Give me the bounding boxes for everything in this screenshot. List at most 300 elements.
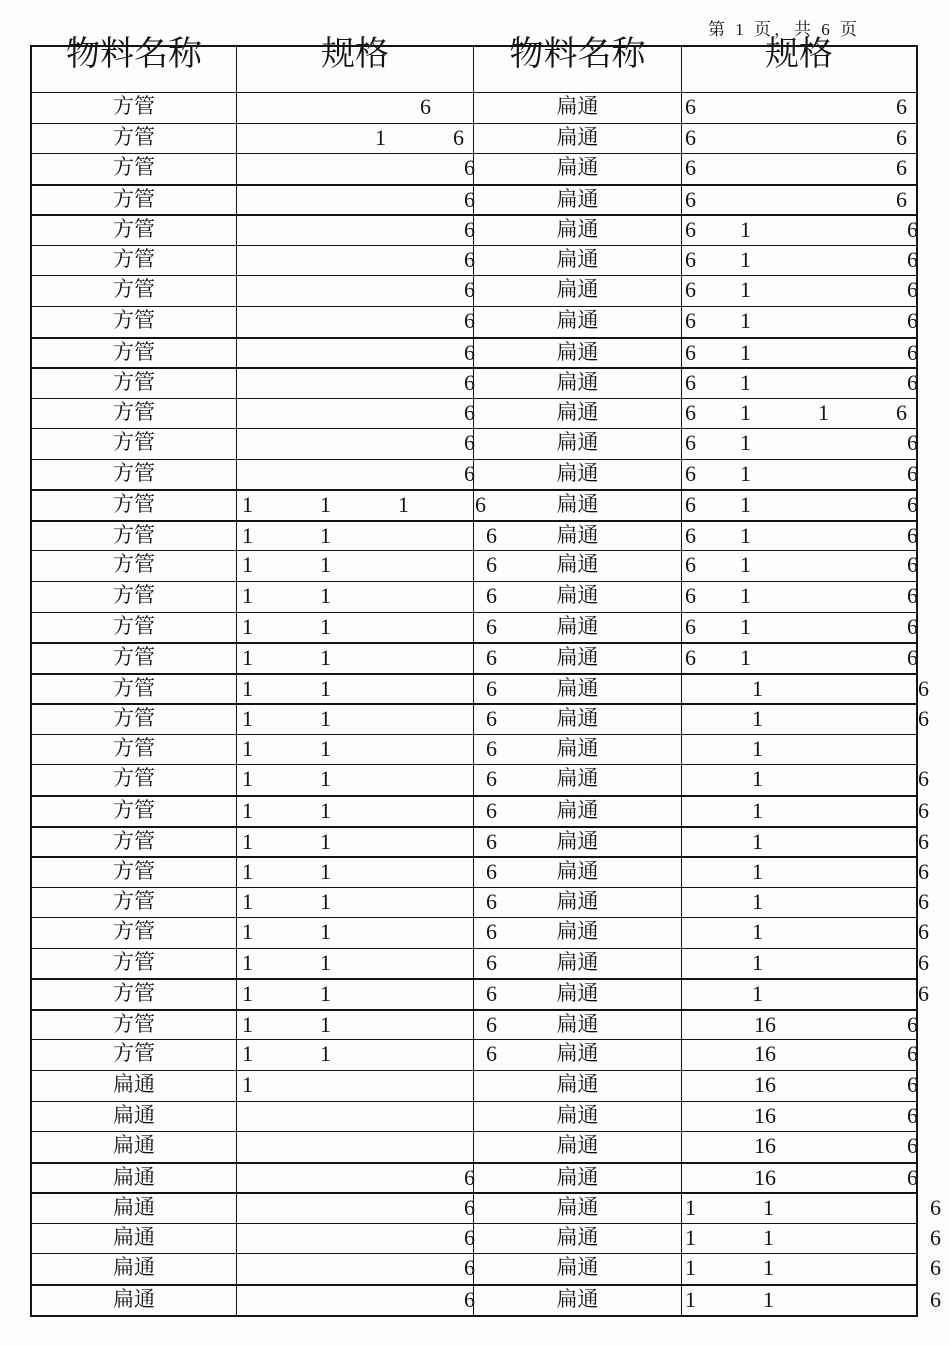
spec-cell	[237, 276, 474, 306]
spec-value: 1	[398, 492, 409, 518]
spec-cell	[682, 216, 916, 245]
header-cell-material-name-right	[474, 36, 682, 92]
spec-cell	[237, 339, 474, 368]
spec-cell	[682, 949, 929, 979]
spec-cell	[237, 1132, 474, 1162]
spec-value: 6	[930, 1195, 941, 1221]
material-name-cell: 扁通	[474, 1040, 682, 1070]
page-counter: 第 1 页，共 6 页	[708, 20, 860, 39]
spec-value: 6	[685, 155, 696, 181]
spec-value: 6	[907, 522, 918, 548]
material-name-cell: 扁通	[32, 1164, 237, 1193]
spec-value: 1	[752, 706, 763, 732]
header-cell-material-name-left	[32, 36, 237, 92]
spec-value: 16	[754, 1072, 776, 1097]
spec-cell	[682, 369, 916, 398]
spec-value: 1	[740, 492, 751, 518]
spec-value: 6	[486, 613, 497, 639]
material-name-cell: 扁通	[474, 705, 682, 734]
spec-value: 1	[242, 1011, 253, 1037]
spec-value: 1	[375, 124, 386, 150]
table-row	[32, 550, 916, 581]
spec-cell	[237, 705, 497, 734]
table-row	[32, 703, 929, 734]
spec-value: 1	[752, 735, 763, 761]
spec-value: 1	[752, 828, 763, 854]
spec-cell	[237, 1224, 474, 1254]
spec-value: 6	[918, 859, 929, 885]
spec-cell	[682, 1164, 916, 1193]
spec-value: 1	[320, 706, 331, 732]
spec-value: 1	[740, 339, 751, 365]
spec-value: 16	[754, 1011, 776, 1037]
spec-value: 1	[740, 399, 751, 425]
spec-cell	[682, 551, 916, 581]
material-name-cell: 方管	[32, 675, 237, 704]
table-row	[32, 123, 916, 154]
spec-cell	[682, 735, 916, 765]
material-name-cell: 扁通	[474, 888, 682, 918]
material-name-cell: 扁通	[474, 765, 682, 795]
spec-value: 6	[486, 766, 497, 792]
spec-value: 6	[685, 583, 696, 608]
spec-value: 6	[464, 1164, 475, 1190]
spec-value: 6	[486, 949, 497, 975]
spec-cell	[237, 93, 474, 123]
spec-cell	[237, 186, 474, 215]
table-row	[32, 948, 929, 979]
spec-value: 1	[242, 492, 253, 518]
spec-cell	[237, 582, 497, 612]
spec-value: 1	[320, 949, 331, 975]
material-name-cell: 方管	[32, 429, 237, 459]
spec-value: 6	[486, 645, 497, 671]
spec-cell	[682, 460, 916, 490]
material-name-cell: 方管	[32, 307, 237, 337]
spec-value: 6	[918, 828, 929, 854]
material-name-cell: 扁通	[474, 644, 682, 673]
spec-cell	[237, 765, 497, 795]
material-name-cell: 方管	[32, 735, 237, 765]
material-name-cell: 扁通	[474, 124, 682, 154]
table-row	[32, 1162, 916, 1193]
material-name-cell: 方管	[32, 399, 237, 429]
spec-value: 1	[763, 1255, 774, 1281]
spec-value: 6	[464, 370, 475, 396]
spec-value: 1	[320, 766, 331, 792]
spec-cell	[237, 644, 497, 673]
table-row	[32, 826, 929, 857]
table-row	[32, 581, 916, 612]
spec-value: 6	[486, 828, 497, 854]
spec-value: 1	[242, 888, 253, 914]
spec-value: 6	[486, 1041, 497, 1067]
spec-value: 1	[685, 1255, 696, 1281]
spec-value: 6	[486, 706, 497, 732]
spec-value: 1	[242, 706, 253, 732]
table-row	[32, 856, 929, 887]
spec-value: 6	[907, 460, 918, 486]
spec-value: 1	[242, 766, 253, 792]
material-name-cell: 方管	[32, 246, 237, 276]
spec-value: 1	[763, 1286, 774, 1312]
spec-cell	[237, 1071, 474, 1101]
spec-cell	[682, 1071, 916, 1101]
material-name-cell: 方管	[32, 551, 237, 581]
spec-value: 1	[763, 1224, 774, 1250]
table-row	[32, 92, 916, 123]
spec-cell	[237, 888, 497, 918]
spec-cell	[237, 675, 497, 704]
spec-value: 6	[896, 124, 907, 150]
spec-cell	[237, 1102, 474, 1132]
spec-cell	[682, 675, 929, 704]
material-name-cell: 方管	[32, 154, 237, 184]
spec-value: 1	[320, 492, 331, 518]
spec-value: 6	[486, 859, 497, 885]
spec-cell	[237, 1254, 474, 1284]
spec-value: 1	[752, 797, 763, 823]
spec-value: 1	[752, 766, 763, 792]
spec-cell	[682, 828, 929, 857]
table-row	[32, 1070, 916, 1101]
header-label: 物料名称	[509, 36, 646, 73]
spec-value: 1	[763, 1195, 774, 1221]
spec-value: 6	[907, 645, 918, 671]
spec-value: 6	[453, 124, 464, 150]
table-row	[32, 214, 916, 245]
spec-value: 1	[242, 859, 253, 885]
spec-cell	[682, 522, 916, 551]
spec-value: 6	[486, 919, 497, 945]
spec-value: 6	[486, 797, 497, 823]
material-name-cell: 扁通	[474, 369, 682, 398]
material-name-cell: 方管	[32, 918, 237, 948]
material-name-cell: 扁通	[474, 1164, 682, 1193]
material-name-cell: 方管	[32, 216, 237, 245]
spec-value: 1	[752, 949, 763, 975]
spec-value: 1	[752, 675, 763, 701]
material-name-cell: 扁通	[474, 1011, 682, 1040]
spec-value: 6	[685, 307, 696, 333]
spec-value: 6	[685, 246, 696, 272]
spec-value: 6	[907, 492, 918, 518]
material-name-cell: 扁通	[474, 154, 682, 184]
material-name-cell: 扁通	[474, 828, 682, 857]
material-name-cell: 方管	[32, 186, 237, 215]
spec-value: 6	[685, 522, 696, 548]
spec-value: 6	[464, 1195, 475, 1221]
table-row	[32, 1039, 916, 1070]
spec-cell	[237, 828, 497, 857]
material-name-cell: 方管	[32, 93, 237, 123]
spec-value: 1	[320, 522, 331, 548]
material-name-cell: 扁通	[474, 276, 682, 306]
material-name-cell: 扁通	[474, 1071, 682, 1101]
spec-cell	[682, 888, 929, 918]
spec-value: 6	[685, 399, 696, 425]
material-name-cell: 扁通	[32, 1254, 237, 1284]
table-row	[32, 1223, 941, 1254]
spec-cell	[682, 124, 916, 154]
material-name-cell: 扁通	[474, 186, 682, 215]
spec-value: 6	[486, 1011, 497, 1037]
spec-value: 1	[320, 888, 331, 914]
spec-cell	[237, 429, 474, 459]
spec-cell	[682, 765, 929, 795]
spec-value: 1	[242, 613, 253, 639]
spec-value: 1	[740, 460, 751, 486]
material-name-cell: 扁通	[474, 551, 682, 581]
material-name-cell: 方管	[32, 276, 237, 306]
spec-value: 6	[685, 460, 696, 486]
spec-value: 6	[907, 552, 918, 578]
material-name-cell: 扁通	[474, 735, 682, 765]
spec-value: 16	[754, 1102, 776, 1128]
spec-value: 6	[907, 1133, 918, 1159]
material-name-cell: 扁通	[32, 1286, 237, 1315]
table-row	[32, 1192, 941, 1223]
spec-value: 6	[896, 186, 907, 212]
spec-cell	[237, 858, 497, 887]
spec-value: 6	[918, 919, 929, 945]
table-row	[32, 245, 916, 276]
spec-value: 1	[320, 981, 331, 1007]
spec-value: 1	[740, 583, 751, 608]
material-name-cell: 扁通	[474, 491, 682, 520]
table-row	[32, 795, 929, 826]
table-row	[32, 917, 929, 948]
spec-cell	[682, 1224, 941, 1254]
table-row	[32, 520, 916, 551]
spec-value: 6	[907, 277, 918, 303]
spec-value: 1	[320, 613, 331, 639]
spec-cell	[682, 1040, 916, 1070]
material-name-cell: 方管	[32, 491, 237, 520]
spec-value: 6	[907, 583, 918, 608]
spec-cell	[237, 154, 474, 184]
material-name-cell: 扁通	[32, 1194, 237, 1223]
spec-cell	[237, 246, 474, 276]
material-name-cell: 方管	[32, 797, 237, 826]
spec-value: 6	[475, 492, 486, 518]
spec-value: 6	[685, 492, 696, 518]
spec-value: 6	[464, 1255, 475, 1281]
spec-cell	[682, 307, 916, 337]
material-name-cell: 扁通	[474, 1224, 682, 1254]
spec-value: 6	[907, 1164, 918, 1190]
spec-cell	[237, 797, 497, 826]
spec-value: 6	[896, 399, 907, 425]
header-label: 物料名称	[66, 36, 202, 73]
spec-value: 1	[740, 246, 751, 272]
spec-cell	[682, 1194, 941, 1223]
spec-value: 1	[320, 675, 331, 701]
spec-cell	[237, 613, 497, 643]
material-name-cell: 扁通	[474, 582, 682, 612]
material-name-cell: 方管	[32, 339, 237, 368]
material-name-cell: 方管	[32, 124, 237, 154]
spec-value: 1	[818, 399, 829, 425]
spec-cell	[682, 154, 916, 184]
material-name-cell: 扁通	[474, 246, 682, 276]
table-row	[32, 1284, 941, 1315]
table-row	[32, 489, 916, 520]
spec-cell	[237, 399, 474, 429]
spec-value: 1	[242, 1041, 253, 1067]
spec-value: 6	[907, 307, 918, 333]
spec-cell	[682, 186, 916, 215]
spec-value: 1	[740, 552, 751, 578]
material-name-cell: 扁通	[32, 1132, 237, 1162]
spec-cell	[682, 399, 916, 429]
spec-value: 6	[486, 981, 497, 1007]
spec-value: 1	[242, 1072, 253, 1097]
spec-value: 6	[486, 522, 497, 548]
material-name-cell: 方管	[32, 613, 237, 643]
material-name-cell: 方管	[32, 369, 237, 398]
material-name-cell: 扁通	[474, 949, 682, 979]
spec-cell	[237, 735, 497, 765]
spec-value: 6	[464, 277, 475, 303]
spec-cell	[237, 369, 474, 398]
spec-cell	[237, 307, 474, 337]
spec-value: 6	[918, 766, 929, 792]
material-name-cell: 方管	[32, 1040, 237, 1070]
table-row	[32, 337, 916, 368]
spec-value: 6	[685, 370, 696, 396]
spec-cell	[237, 1040, 497, 1070]
spec-value: 1	[242, 828, 253, 854]
material-name-cell: 扁通	[474, 216, 682, 245]
spec-cell	[237, 491, 486, 520]
spec-value: 16	[754, 1041, 776, 1067]
spec-value: 1	[685, 1224, 696, 1250]
spec-value: 1	[740, 522, 751, 548]
material-name-cell: 扁通	[474, 307, 682, 337]
spec-value: 6	[907, 1072, 918, 1097]
table-row	[32, 398, 916, 429]
spec-cell	[682, 276, 916, 306]
spec-value: 1	[242, 583, 253, 608]
spec-cell	[237, 1011, 497, 1040]
spec-value: 1	[242, 981, 253, 1007]
spec-value: 1	[740, 307, 751, 333]
spec-value: 1	[320, 735, 331, 761]
spec-cell	[237, 1286, 474, 1315]
spec-value: 6	[464, 399, 475, 425]
header-cell-spec-right	[682, 36, 916, 92]
material-name-cell: 扁通	[32, 1224, 237, 1254]
material-name-cell: 扁通	[474, 399, 682, 429]
spec-cell	[682, 1011, 916, 1040]
material-name-cell: 扁通	[474, 93, 682, 123]
spec-value: 6	[907, 339, 918, 365]
table-row	[32, 275, 916, 306]
spec-value: 6	[930, 1255, 941, 1281]
table-row	[32, 673, 929, 704]
spec-value: 6	[685, 186, 696, 212]
material-name-cell: 扁通	[474, 1194, 682, 1223]
spec-value: 6	[464, 1224, 475, 1250]
spec-value: 1	[740, 370, 751, 396]
spec-value: 6	[907, 1011, 918, 1037]
table-row	[32, 1009, 916, 1040]
spec-value: 6	[907, 370, 918, 396]
material-name-cell: 方管	[32, 522, 237, 551]
spec-value: 1	[320, 1011, 331, 1037]
material-name-cell: 扁通	[474, 980, 682, 1009]
spec-value: 1	[740, 217, 751, 243]
spec-value: 1	[740, 430, 751, 456]
spec-value: 6	[930, 1286, 941, 1312]
table-body	[32, 92, 941, 1315]
spec-value: 6	[685, 339, 696, 365]
spec-value: 6	[685, 124, 696, 150]
spec-value: 1	[752, 981, 763, 1007]
material-name-cell: 扁通	[474, 858, 682, 887]
spec-cell	[682, 1102, 916, 1132]
material-name-cell: 扁通	[474, 339, 682, 368]
table-row	[32, 306, 916, 337]
material-name-cell: 方管	[32, 858, 237, 887]
spec-value: 6	[896, 94, 907, 119]
spec-value: 6	[685, 645, 696, 671]
spec-cell	[237, 918, 497, 948]
table-row	[32, 428, 916, 459]
material-name-cell: 扁通	[474, 1132, 682, 1162]
spec-value: 6	[486, 675, 497, 701]
spec-value: 6	[918, 981, 929, 1007]
spec-value: 6	[464, 307, 475, 333]
spec-value: 6	[464, 246, 475, 272]
spec-value: 1	[242, 552, 253, 578]
spec-value: 6	[486, 552, 497, 578]
table-row	[32, 367, 916, 398]
spec-value: 16	[754, 1133, 776, 1159]
spec-cell	[682, 705, 929, 734]
spec-cell	[237, 980, 497, 1009]
material-name-cell: 方管	[32, 949, 237, 979]
spec-value: 1	[740, 277, 751, 303]
spec-cell	[682, 93, 916, 123]
spec-value: 6	[486, 888, 497, 914]
spec-value: 1	[242, 675, 253, 701]
spec-value: 6	[896, 155, 907, 181]
spec-value: 6	[907, 613, 918, 639]
spec-cell	[237, 124, 474, 154]
material-name-cell: 扁通	[474, 429, 682, 459]
spec-value: 1	[320, 645, 331, 671]
spec-value: 6	[464, 430, 475, 456]
spec-value: 6	[486, 735, 497, 761]
spec-value: 6	[685, 430, 696, 456]
spec-value: 6	[685, 277, 696, 303]
header-cell-spec-left	[237, 36, 474, 92]
spec-cell	[682, 246, 916, 276]
spec-value: 6	[464, 460, 475, 486]
spec-value: 6	[907, 1041, 918, 1067]
header-label: 规格	[321, 36, 389, 73]
material-name-cell: 扁通	[474, 675, 682, 704]
spec-value: 16	[754, 1164, 776, 1190]
spec-value: 6	[930, 1224, 941, 1250]
material-name-cell: 扁通	[474, 1286, 682, 1315]
material-name-cell: 扁通	[474, 1102, 682, 1132]
material-name-cell: 扁通	[474, 918, 682, 948]
table-row	[32, 184, 916, 215]
table-row	[32, 887, 929, 918]
